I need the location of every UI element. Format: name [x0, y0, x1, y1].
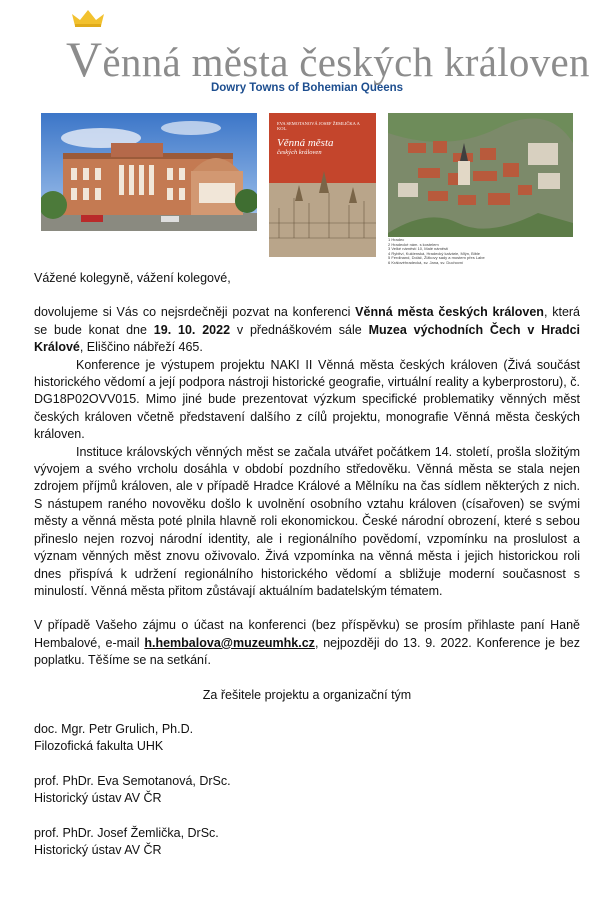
- museum-building-photo: [41, 113, 257, 231]
- invitation-letter: [34, 270, 580, 859]
- paragraph-project: Konference je výstupem projektu NAKI II Věnná města českých královen (Živá součást historického vědomí a její podpora nástroji historické geografie, virtuální reality a kyberprostoru), č. DG18P02OVV015. Mimo jiné bude prezentovat výzkum specifické problematiky věnných měst českých královen včetně představení dalšího z cílů projektu, monografie Věnná města českých královen.: [34, 357, 580, 442]
- conference-name: Věnná města českých královen: [355, 305, 544, 320]
- book-title: Věnná města: [277, 137, 334, 149]
- map-caption-line: 6 Královéhradecká, sv. Jana, sv. Duchovní: [388, 259, 464, 265]
- book-cover-text: [277, 121, 369, 156]
- crown-icon: [70, 8, 106, 28]
- page-subtitle: Dowry Towns of Bohemian Queens: [210, 82, 404, 94]
- book-cover-image: [269, 113, 376, 257]
- signature-affiliation: Historický ústav AV ČR: [34, 842, 162, 857]
- map-caption-line: 2 Hradecké nám. s kostelem: [388, 241, 439, 247]
- text: , nejpozději do 13. 9. 2022. Konference je bez poplatku. Těšíme se na setkání.: [34, 635, 580, 668]
- signature-affiliation: Filozofická fakulta UHK: [34, 739, 164, 754]
- map-caption-line: 3 Velké náměstí 10, Malé náměstí: [388, 246, 449, 251]
- signature-name: prof. PhDr. Eva Semotanová, DrSc.: [34, 773, 231, 788]
- map-caption-line: 5 Ferdinand, Doláč, Žižkovy sady a mostem přes Labe: [388, 255, 485, 260]
- map-caption: [388, 238, 573, 265]
- text: , která se bude konat dne: [34, 305, 581, 337]
- signature-name: prof. PhDr. Josef Žemlička, DrSc.: [34, 825, 219, 840]
- conference-date: 19. 10. 2022: [153, 322, 231, 337]
- paragraph-history: Instituce královských věnných měst se začala utvářet počátkem 14. století, prošla složitým vývojem a svého vrcholu dosáhla v období pozdního středověku. Věnná města se stala nejen zdrojem příjmů královen, ale v případě Hradce Králové a Mělníku na čas sídlem některých z nich. S nástupem raného novověku došlo k uvolnění osobního vztahu královen (císařoven) se svými městy a věnná města poté plnila hlavně roli ekonomickou. České národní obrození, které s sebou přineslo nejen rozvoj národní identity, ale i regionálního povědomí, vzpomínku na proslulost a význam věnných měst znovu oživovalo. Živá vzpomínka na věnná města i jejich historickou roli dnes přispívá k udržení regionálního historického vědomí a sbližuje moderní současnost s minulostí. Věnná města přitom zůstávají aktuálním badatelským tématem.: [34, 444, 580, 598]
- signature-affiliation: Historický ústav AV ČR: [34, 791, 162, 806]
- book-subtitle: českých královen: [277, 149, 322, 156]
- text: v přednáškovém sále: [230, 322, 369, 337]
- paragraph-registration: [34, 617, 580, 669]
- title-initial: V: [66, 31, 103, 87]
- text: V případě Vašeho zájmu o účast na konferenci (bez příspěvku) se prosím přihlaste paní Haně Hembalové, e-mail: [34, 618, 580, 650]
- email-link[interactable]: h.hembalova@muzeumhk.cz: [144, 635, 315, 650]
- title-rest: ěnná města českých královen: [102, 39, 590, 85]
- aerial-town-photo: [388, 113, 573, 237]
- book-authors: EVA SEMOTANOVÁ JOSEF ŽEMLIČKA A KOL.: [277, 121, 360, 131]
- closing-line: Za řešitele projektu a organizační tým: [202, 687, 412, 702]
- map-caption-line: 4 Rybitví, Kuklenská. Hradecký kalvárie, Mlýn, Bible: [388, 250, 481, 256]
- page-title: [66, 30, 590, 88]
- map-caption-line: 1 Hradec: [388, 237, 405, 242]
- salutation: Vážené kolegyně, vážení kolegové,: [34, 271, 231, 285]
- venue-name: Muzea východních Čech v Hradci Králové: [34, 322, 581, 355]
- signature-name: doc. Mgr. Petr Grulich, Ph.D.: [34, 721, 194, 736]
- text: dovolujeme si Vás co nejsrdečněji pozvat na konferenci: [34, 305, 356, 320]
- paragraph-invitation: [34, 304, 580, 356]
- venue-address: , Eliščino nábřeží 465.: [79, 340, 203, 355]
